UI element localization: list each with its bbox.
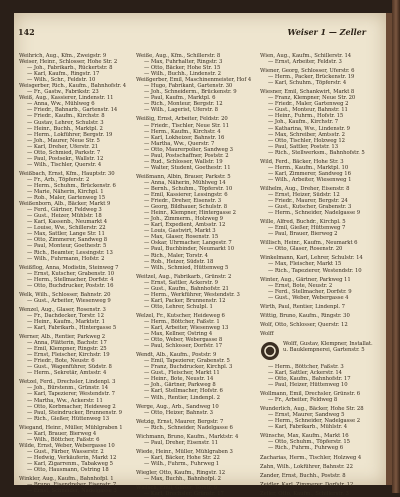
directory-entry: — Gust., Färber, Wasserstr. 2 (27, 448, 104, 455)
directory-entry: — Wilh., Arbeiter, Wiesenweg 1 (268, 176, 352, 183)
directory-entry: — Herm., Schuhm., Brückenstr. 6 (27, 182, 116, 189)
directory-entry: — Wilh., Tischler, Querstr. 4 (27, 161, 102, 168)
directory-entry: — Rich., Beamter, Lessingstr. 13 (27, 249, 113, 256)
directory-entry: — Otto, Weber, Webergasse 8 (144, 337, 223, 344)
directory-entry: Welzel, Fr., Kutscher, Heideweg 6 (136, 312, 225, 319)
directory-entry: — Joh., Schneiderm., Brückenstr. 9 (144, 89, 237, 96)
directory-entry: — Gust., Weber, Webergasse 4 (268, 294, 349, 301)
directory-entry: Wiegler, Otto, Kaufm., Ringstr. 12 (136, 470, 226, 476)
directory-entry: Wittig, Bruno, Kaufm., Ringstr. 30 (260, 312, 350, 319)
directory-entry: — Ferd., Gärtner, Feldweg 3 (27, 207, 102, 214)
directory-entry: Wunderlich, Aug., Bäcker, Hohe Str. 28 (260, 406, 364, 413)
directory-entry: — Rich., Monteur, Bergstr. 12 (144, 101, 223, 108)
directory-entry: — Paul, Postsekr., Wallstr. 12 (27, 155, 104, 162)
directory-entry: — Paul, Kaufm., Marktpl. 6 (144, 95, 216, 102)
directory-entry: — Karl, Lokheizer, Bahnstr. 16 (144, 134, 225, 141)
directory-entry: — Wilh., Buchh., Lindenstr. 2 (144, 71, 221, 78)
directory-entry: — Otto, Schmied, Parkstr. 7 (27, 149, 101, 156)
directory-entry: — Joh., Zimmerm., Holzweg 9 (144, 216, 223, 223)
emblem-icon (260, 341, 280, 361)
directory-entry: — Emil, Tapezierer, Grabenstr. 5 (144, 358, 230, 365)
directory-entry: — Otto, Buchdrucker, Poststr. 16 (27, 282, 114, 289)
directory-entry: — Otto, Bäcker, Hohe Str. 15 (144, 65, 221, 72)
directory-entry: Wünsche, Max, Kaufm., Markt 16 (260, 433, 349, 440)
directory-entry: — Rich., Fuhrm., Fuhrweg 6 (268, 445, 344, 452)
directory-entry: — Wilh., Schmied, Hüttenweg 5 (144, 264, 229, 271)
book-spine (392, 0, 400, 493)
directory-entry: — Ernst, Sattler, Ackerstr. 9 (144, 279, 218, 286)
directory-entry: — Franz, Buchdrucker, Kirchpl. 3 (144, 364, 233, 371)
directory-entry: Wiesner, Emil, Schankwirt, Markt 8 (260, 89, 355, 96)
directory-entry: — Rich., Tapezierer, Westendstr. 10 (268, 267, 362, 274)
directory-entry: Zander, Ernst, Buchh., Poststr. 8 (260, 472, 346, 479)
directory-entry: — Paul, Monteur, Goethestr. 5 (27, 243, 107, 250)
directory-entry: — Emil, Kassierer, Lessingstr. 6 (144, 192, 228, 199)
directory-entry: — Wilh., Schr., Feldstr. 10 (27, 77, 96, 84)
directory-entry: — Paul, Buchbinder, Neumarkt 10 (144, 246, 235, 253)
page-header (14, 27, 386, 39)
directory-entry: Wichmann, Bruno, Kaufm., Marktstr. 4 (136, 433, 239, 440)
directory-entry: — Karl, Packer, Brunnenstr. 12 (144, 297, 226, 304)
directory-entry: — Otto, Lehrer, Schulpl. 1 (144, 303, 213, 310)
directory-entry: Zahn, Wilh., Lokführer, Bahnstr. 22 (260, 463, 353, 470)
directory-entry: Wetzel, Ferd., Drechsler, Lindenpl. 3 (19, 379, 116, 386)
directory-entry: — Bruno, Eisendreher, Eisenstr. 7 (27, 482, 117, 489)
directory-entry: Werge, Aug., Arb., Sandweg 10 (136, 403, 219, 410)
directory-entry: — Friedr., Tischler, Neue Str. 11 (144, 122, 230, 129)
directory-entry: — Friedr., Kaufm., Kirchstr. 8 (27, 113, 105, 120)
directory-column-2 (136, 53, 254, 497)
directory-entry: Wiegand, Heinr., Müller, Mühlgraben 1 (19, 424, 123, 431)
directory-entry: Wolf, Otto, Schlosser, Querstr. 12 (260, 321, 348, 328)
directory-entry: — Wilh., Böttcher, Faßstr. 6 (27, 436, 100, 443)
directory-entry: — Anna, Näherin, Mühlweg 14 (144, 179, 226, 186)
directory-entry: Wenzel, Aug., Glaser, Rosenstr. 3 (19, 306, 106, 313)
directory-entry: — Marie, Näherin, Kirchpl. 1 (27, 189, 104, 196)
directory-entry: — Karl, Expedient, Amtsstr. 12 (144, 222, 226, 229)
directory-entry: — Max, Sattler, Lange Str. 11 (27, 231, 105, 238)
directory-entry: — Max, Glaser, Rosenstr. 15 (144, 234, 219, 241)
directory-entry: Weisgerber, Rich., Kaufm., Bahnhofstr. 4 (19, 83, 127, 90)
directory-entry: — Gust., Fleischer, Markt 11 (144, 370, 220, 377)
directory-entry: Welk, Wilh., Schlosser, Bahnstr. 20 (19, 291, 111, 298)
directory-entry: — Ernst, Heizer, Südstr. 12 (268, 191, 340, 198)
directory-entry: — Herm., Böttcher, Faßstr. 1 (144, 318, 220, 325)
directory-entry: Weißgerber, Emil, Maschinenmeister, Hof 4 (136, 77, 252, 84)
directory-entry: — Ferd., Stellmacher, Dorfstr. 9 (268, 288, 352, 295)
directory-entry: — Max, Fleischer, Markt 15 (268, 261, 342, 268)
directory-entry: Weißbach, Ernst, Kfm., Hauptstr. 30 (19, 170, 115, 177)
directory-entry: — Karl, Fabrikarb., Hintergasse 5 (27, 325, 117, 332)
directory-entry: — Katharina, Ww., Lindenstr. 9 (268, 125, 350, 132)
directory-entry: — Karl, Schuhm., Töpferstr. 4 (268, 80, 347, 87)
directory-entry: — Paul, Sattler, Poststr. 13 (268, 143, 339, 150)
directory-entry: Willisch, Heinr., Kaufm., Neumarkt 6 (260, 240, 358, 247)
directory-entry: — Friedr., Bahnarb., Gartenstr. 14 (27, 107, 118, 114)
directory-entry: — Gust., Kaufm., Bahnhofstr. 21 (144, 285, 229, 292)
directory-entry: Wirth, Paul, Rentier, Lindenpl. 7 (260, 303, 345, 310)
directory-entry: — Emil, Klempner, Ringstr. 25 (27, 346, 107, 353)
directory-entry: Wiede, Heinr., Müller, Mühlgraben 3 (136, 448, 233, 455)
directory-entry: — Karl, Fabrikarb., Mühlstr. 4 (268, 424, 348, 431)
directory-entry: — Heinr., Bote, Neustr. 14 (144, 376, 214, 383)
directory-entry: — Rich., Gießer, Hüttenweg 13 (27, 415, 110, 422)
directory-entry: — Otto, Heizer, Bahnstr. 3 (144, 409, 213, 416)
directory-entry: — Max, Kellner, Ostring 4 (144, 331, 213, 338)
directory-column-1 (19, 53, 129, 495)
directory-entry: — Otto, Korbmacher, Heideweg 2 (27, 403, 116, 410)
directory-entry: — Herm., Lokführer, Bergstr. 19 (27, 131, 113, 138)
directory-entry: — Wilh., Fuhrm., Fuhrweg 1 (144, 460, 220, 467)
directory-entry: — Gust., Kutscher, Grabenstr. 3 (268, 204, 352, 211)
directory-entry: Wendt, Alb., Kaufm., Poststr. 9 (136, 352, 217, 359)
directory-entry: — Karl, Bäcker, Hohe Str. 22 (144, 454, 220, 461)
directory-entry: Weitzel, Aug., Fabrikarb., Grünstr. 2 (136, 273, 232, 280)
directory-entry: Weihrich, Aug., Kfm., Zweigstr. 9 (19, 53, 107, 59)
directory-entry: — Wilh., Rentier, Lindenpl. 2 (144, 394, 220, 401)
directory-entry: — Gustav, Lehrer, Schulstr. 3 (27, 119, 104, 126)
directory-entry: — Wilh., Lagerist, Uferstr. 8 (144, 107, 218, 114)
directory-entry: — Joh., Maurer, Neue Str. 5 (27, 137, 100, 144)
directory-entry: — Fr., Gastw., Fabrikstr. 23 (27, 89, 99, 96)
directory-entry: — Ernst, Schneider, Nadelgasse 3 (27, 488, 117, 495)
directory-entry: — Herm., Packer, Brückenstr. 19 (268, 74, 355, 81)
directory-entry: — Gust., Heizer, Mühlstr. 18 (27, 213, 102, 220)
directory-entry: — Heinr., Klempner, Hintergasse 2 (144, 210, 236, 217)
directory-entry: — Anna, Ww., Mühlweg 6 (27, 101, 95, 108)
directory-entry: Winter, Aug., Gärtner, Parkweg 11 (260, 276, 351, 283)
directory-entry: — Louis, Gastwirt, Markt 3 (144, 228, 216, 235)
directory-entry: Wiener, Georg, Schlosser, Uferstr. 6 (260, 68, 355, 75)
directory-entry: Wilhelm, Aug., Dreher, Eisenstr. 8 (260, 185, 350, 192)
directory-entry: — Heinr., Kaufm., Marktstr. 1 (27, 318, 105, 325)
directory-entry: Weiße, Aug., Kfm., Schillerstr. 8 (136, 53, 221, 59)
directory-entry: — Fr., Arbeiter, Feldweg 8 (268, 397, 338, 404)
directory-page (14, 13, 392, 497)
directory-entry: — Rob., Heizer, Südstr. 18 (144, 258, 214, 265)
directory-entry: Zeidler, Karl, Zimmerer, Dorfstr. 12 (260, 481, 354, 488)
directory-entry: — Otto, Tischler, Holzweg 12 (268, 137, 345, 144)
directory-entry: — Paul, Steindrucker, Brunnenstr. 9 (27, 409, 122, 416)
directory-entry: — Karl, Drechsler, Grünstr. 17 (144, 491, 224, 497)
directory-entry: — Max, Buchh., Bahnhofpl. 2 (144, 476, 221, 483)
directory-entry: — Ernst, Arbeiter, Feldstr. 3 (268, 59, 342, 66)
directory-entry: — Herm., Sekretär, Amtsstr. 4 (27, 370, 107, 377)
directory-entry: — Karl, Zigarrenm., Tabakweg 5 (27, 461, 113, 467)
directory-entry: — Karl, Dreher, Uferstr. 21 (27, 143, 99, 150)
directory-entry: — Franz, Klempner, Neue Str. 20 (268, 95, 356, 102)
directory-entry: — Oskar, Uhrmacher, Langestr. 7 (144, 240, 232, 247)
directory-entry: Weiser, Heinr., Schlosser, Hohe Str. 2 (19, 59, 118, 66)
directory-entry: — Heinr., Buchh., Marktpl. 2 (27, 125, 103, 132)
directory-entry: Weißflog, Anna, Modistin, Steinweg 7 (19, 264, 119, 271)
directory-entry: — Rob., Maler, Gartenweg 15 (27, 195, 106, 202)
directory-entry: — Karl, Kaufm., Ringstr. 17 (27, 71, 100, 78)
directory-entry: — Otto, Schuhm., Töpferstr. 15 (268, 439, 350, 446)
directory-entry: — Gust., Wagenführer, Südstr. 8 (27, 364, 112, 371)
directory-entry: — Ernst, Fleischer, Kirchstr. 19 (27, 352, 110, 359)
directory-entry: — Heinr., Fuhrm., Hofstr. 15 (268, 113, 344, 120)
directory-entry: — Paul, Schlosser, Dorfstr. 17 (144, 343, 223, 350)
directory-entry: — Wilh., Fuhrmann, Hofstr. 2 (27, 255, 105, 262)
directory-entry: — Herm., Kaufm., Marktpl. 10 (268, 164, 349, 171)
directory-entry: — Herm., Stellmacher, Dorfstr. 4 (27, 276, 114, 283)
directory-entry: Werner, Alb., Rentier, Parkweg 2 (19, 334, 106, 341)
directory-entry: Wien, Aug., Kaufm., Schillerstr. 14 (260, 53, 352, 59)
stamp-entry-text: Wolff, Gustav, Klempner, Installat. u. Bauklempnerei, Gartenstr. 5 (283, 340, 373, 353)
directory-entry: — Herm., Schneider, Nadelgasse 9 (268, 210, 361, 217)
directory-entry: — Joh., Fabrikarb., Rückertstr. 8 (27, 65, 113, 72)
directory-entry: — Joh., Bürstenm., Grünstr. 14 (27, 385, 109, 392)
directory-entry: — Karl, Kassenb., Neumarkt 4 (27, 219, 108, 226)
directory-entry: — Walter, Student, Goethestr. 11 (144, 164, 231, 171)
directory-entry: Wolff (260, 330, 274, 337)
running-head: Weiser 1 — Zeller (287, 27, 366, 37)
directory-entry: Wollmann, Emil, Drechsler, Grünstr. 6 (260, 391, 361, 398)
directory-entry: — Joh., Kaufm., Kirchstr. 7 (268, 119, 339, 126)
directory-entry: Zeller, Otto, Kaufm., Schillerstr. 3 (260, 490, 349, 497)
directory-entry: Weißenborn, Alb., Bäcker, Markt 9 (19, 201, 111, 208)
directory-entry: — Karl, Tapezierer, Westendstr. 7 (27, 391, 115, 398)
directory-entry: — Karl, Arbeiter, Wiesenweg 13 (144, 325, 229, 332)
directory-entry: — Otto, Hausmann, Ostring 18 (27, 467, 109, 474)
directory-entry: Weißmann, Albin, Brauer, Parkstr. 5 (136, 173, 231, 180)
directory-entry: — Otto, Kaufm., Bahnhofstr. 17 (268, 376, 351, 383)
directory-entry: — Hugo, Fabrikant, Gartenstr. 30 (144, 83, 233, 90)
directory-entry: Wetzig, Ernst, Maurer, Bergstr. 7 (136, 418, 224, 425)
directory-entry: Wielsch, Emil, Glaser, Torstr. 9 (136, 485, 218, 492)
directory-entry: — Paul, Heizer, Hüttenweg 10 (268, 382, 348, 389)
directory-entry: — Gust., Monteur, Bahnstr. 11 (268, 107, 348, 114)
directory-entry: — Paul, Brauer, Bierweg 2 (268, 231, 338, 238)
directory-entry: — Otto, Zimmerer, Sandweg 8 (27, 237, 108, 244)
directory-entry: Wild, Ferd., Bäcker, Hohe Str. 3 (260, 158, 344, 165)
directory-entry: Weißig, Ernst, Arbeiter, Feldstr. 20 (136, 116, 228, 123)
directory-entry: — Joh., Gärtner, Parkweg 8 (144, 382, 216, 389)
page-number: 142 (18, 27, 35, 37)
directory-entry: Wilde, Ernst, Weber, Webergasse 10 (19, 442, 115, 449)
directory-entry: — Martha, Ww., Querstr. 7 (144, 140, 215, 147)
directory-entry: — Max, Schreiber, Amtsstr. 2 (268, 131, 345, 138)
directory-entry: — Max, Fuhrhalter, Ringstr. 3 (144, 59, 223, 66)
directory-entry: — Otto, Glaser, Rosenstr. 20 (268, 246, 343, 253)
directory-entry: — Hedwig, Verkäuferin, Markt 12 (27, 454, 117, 461)
directory-entry: Zacharias, Herm., Tischler, Holzweg 4 (260, 454, 362, 461)
directory-entry: — Anna, Plätterin, Bachstr. 17 (27, 340, 107, 347)
directory-entry: — Gust., Arbeiter, Wiesenweg 9 (27, 297, 111, 304)
directory-entry: — Paul, Postschaffner, Poststr. 2 (144, 152, 229, 159)
directory-entry: — Herm., Werkführer, Westendstr. 3 (144, 291, 240, 298)
directory-entry: — Bernh., Schuhm., Töpferstr. 10 (144, 185, 233, 192)
directory-entry: — Ernst, Kutscher, Grabenstr. 10 (27, 270, 115, 277)
directory-entry: — Otto, Maurerpolier, Sandweg 3 (144, 146, 233, 153)
directory-entry: — Karl, Brauer, Bierweg 4 (27, 430, 97, 437)
advertiser-stamp (260, 341, 378, 361)
directory-entry: — Friedr., Dreher, Eisenstr. 3 (144, 198, 222, 205)
directory-entry: — Friedr., Maurer, Bergstr. 24 (268, 198, 348, 205)
directory-entry: Winkelmann, Karl, Lehrer, Schulstr. 14 (260, 255, 363, 262)
directory-entry: — Herm., Schneider, Nadelgasse 2 (268, 418, 361, 425)
directory-entry: Winkler, Aug., Kaufm., Bahnhofpl. 1 (19, 476, 114, 483)
directory-entry: — Herm., Kaufm., Kirchstr. 4 (144, 128, 221, 135)
directory-entry: — Martha, Ww., Ackerstr. 11 (27, 397, 103, 404)
directory-entry: — Fr., Dachdecker, Torstr. 12 (27, 312, 104, 319)
directory-entry: — Georg, Bildhauer, Schulstr. 8 (144, 204, 228, 211)
directory-entry: — Karl, Zimmerer, Sandweg 16 (268, 170, 351, 177)
directory-entry: — Rich., Stellwerksm., Bahnhofstr. 5 (268, 149, 365, 156)
directory-entry: Weiß, Aug., Kassierer, Lindenstr. 11 (19, 95, 114, 102)
directory-entry: — Rich., Maler, Torstr. 4 (144, 252, 208, 259)
directory-entry: Wille, Alfred, Buchdr., Kirchpl. 5 (260, 219, 346, 226)
directory-entry: — Karl, Stellmacher, Hofstr. 6 (144, 388, 223, 395)
directory-entry: — Ernst, Maurer, Sandweg 5 (268, 412, 345, 419)
directory-entry: — Ernst, Bote, Neustr. 2 (268, 282, 333, 289)
directory-entry: — Friedr., Maler, Gartenweg 2 (268, 101, 349, 108)
directory-entry: — Emil, Gießer, Hüttenweg 7 (268, 225, 346, 232)
directory-entry: — Louise, Ww., Schillerstr. 22 (27, 225, 106, 232)
directory-entry: — Karl, Sattler, Ackerstr. 14 (268, 369, 343, 376)
directory-entry: — Paul, Dreher, Eisenstr. 11 (144, 439, 219, 446)
directory-entry: — Friedr., Bote, Neustr. 6 (27, 358, 95, 365)
directory-entry: — Herm., Böttcher, Faßstr. 3 (268, 363, 344, 370)
directory-entry: — Rud., Schlosser, Wallstr. 19 (144, 158, 223, 165)
directory-column-3 (260, 53, 378, 497)
directory-entry: — Rich., Schneider, Nadelgasse 6 (144, 424, 233, 431)
directory-entry: — Fr., Arb., Töpferstr. 2 (27, 176, 90, 183)
